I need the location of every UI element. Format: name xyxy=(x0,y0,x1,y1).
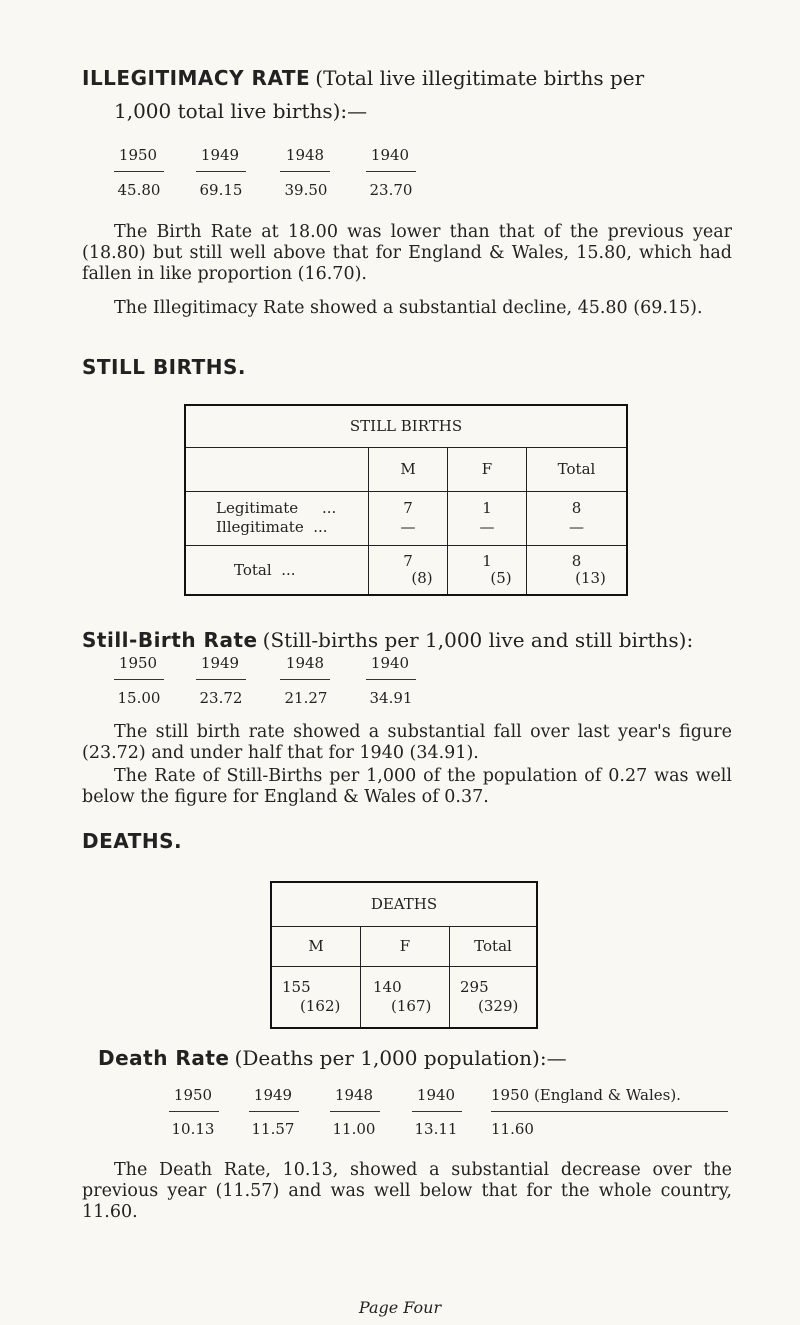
still-birth-rate-heading: Still-Birth Rate xyxy=(82,628,258,652)
divider xyxy=(114,171,164,172)
deaths-f-cell xyxy=(361,966,450,1028)
col-header-total: Total xyxy=(450,926,538,966)
paragraph-text: The still birth rate showed a substantial fall over last year's figure (23.72) and under half that for 1940 (34.91). xyxy=(82,722,732,763)
dr-value: 10.13 xyxy=(171,1120,215,1138)
total-m-cell xyxy=(369,545,448,595)
row-label-illegitimate: Illegitimate ... xyxy=(216,518,328,536)
dots: ... xyxy=(281,560,296,579)
illeg-year: 1949 xyxy=(200,146,240,164)
still-birth-rate-heading-line xyxy=(82,628,772,652)
paragraph-text: The Illegitimacy Rate showed a substantial decline, 45.80 (69.15). xyxy=(114,298,703,318)
dr-year: 1950 (England & Wales). xyxy=(491,1086,681,1104)
sb-value: 21.27 xyxy=(284,689,328,707)
total-total-prev: (13) xyxy=(575,568,606,587)
row-label-legitimate: Legitimate ... xyxy=(216,499,337,517)
illeg-value: 23.70 xyxy=(369,181,413,199)
divider xyxy=(366,679,416,680)
total-m: 7 xyxy=(403,551,413,570)
divider xyxy=(280,171,330,172)
deaths-total-prev: (329) xyxy=(478,996,519,1015)
illeg-value: 45.80 xyxy=(117,181,161,199)
dr-value: 11.00 xyxy=(332,1120,376,1138)
total-f: 1 xyxy=(482,551,492,570)
paragraph-text: The Rate of Still-Births per 1,000 of the population of 0.27 was well below the figure for England & Wales of 0.37. xyxy=(82,766,732,807)
total-m-prev: (8) xyxy=(411,568,433,587)
empty-header-cell xyxy=(185,447,369,491)
divider xyxy=(249,1111,299,1112)
deaths-total-cell xyxy=(450,966,538,1028)
col-header-total: Total xyxy=(527,447,628,491)
legit-m: 7 xyxy=(403,499,413,517)
deaths-total: 295 xyxy=(460,977,489,996)
deaths-m: 155 xyxy=(282,977,311,996)
illeg-value: 69.15 xyxy=(199,181,243,199)
cell-f xyxy=(448,491,527,545)
illegit-f: — xyxy=(479,518,495,536)
col-header-m: M xyxy=(369,447,448,491)
illegitimacy-heading-rest: (Total live illegitimate births per xyxy=(315,66,645,90)
divider xyxy=(280,679,330,680)
total-f-cell xyxy=(448,545,527,595)
sb-year: 1949 xyxy=(200,654,240,672)
dr-year: 1950 xyxy=(173,1086,213,1104)
divider xyxy=(169,1111,219,1112)
dr-value: 11.60 xyxy=(491,1120,534,1138)
still-birth-rate-heading-rest: (Still-births per 1,000 live and still births): xyxy=(262,628,694,652)
illegit-total: — xyxy=(569,518,584,536)
illeg-year: 1948 xyxy=(285,146,325,164)
paragraph-text: The Birth Rate at 18.00 was lower than that of the previous year (18.80) but still well above that for England & Wales, 15.80, which had fallen in like proportion (16.70). xyxy=(82,222,732,284)
col-header-f: F xyxy=(361,926,450,966)
illegit-m: — xyxy=(400,518,416,536)
sb-value: 34.91 xyxy=(369,689,413,707)
total-total-cell xyxy=(527,545,628,595)
sb-value: 23.72 xyxy=(199,689,243,707)
illegitimacy-heading-line2: 1,000 total live births):— xyxy=(114,99,368,123)
dr-year: 1949 xyxy=(253,1086,293,1104)
legit-total: 8 xyxy=(571,499,582,517)
still-births-table xyxy=(184,404,628,596)
illegitimacy-heading: ILLEGITIMACY RATE xyxy=(82,66,311,90)
illeg-value: 39.50 xyxy=(284,181,328,199)
illeg-year: 1940 xyxy=(370,146,410,164)
paragraph xyxy=(82,766,732,808)
still-births-table-title: STILL BIRTHS xyxy=(185,405,627,447)
deaths-f: 140 xyxy=(373,977,402,996)
dr-year: 1940 xyxy=(416,1086,456,1104)
paragraph xyxy=(82,298,732,319)
paragraph xyxy=(82,1160,732,1223)
deaths-m-prev: (162) xyxy=(300,996,341,1015)
sb-year: 1948 xyxy=(285,654,325,672)
total-label: Total xyxy=(234,560,272,579)
deaths-m-cell xyxy=(271,966,361,1028)
sb-year: 1950 xyxy=(118,654,158,672)
still-births-heading: STILL BIRTHS. xyxy=(82,355,247,379)
col-header-f: F xyxy=(448,447,527,491)
divider xyxy=(330,1111,380,1112)
death-rate-heading-rest: (Deaths per 1,000 population):— xyxy=(234,1046,567,1070)
divider xyxy=(366,171,416,172)
total-f-prev: (5) xyxy=(490,568,512,587)
death-rate-heading: Death Rate xyxy=(98,1046,230,1070)
death-rate-heading-line xyxy=(98,1046,778,1070)
legit-f: 1 xyxy=(482,499,492,517)
dr-value: 13.11 xyxy=(414,1120,458,1138)
divider xyxy=(114,679,164,680)
page-footer: Page Four xyxy=(358,1298,442,1317)
sb-value: 15.00 xyxy=(117,689,161,707)
illegitimacy-heading-line xyxy=(82,66,762,90)
cell-m xyxy=(369,491,448,545)
cell-total xyxy=(527,491,628,545)
deaths-table-title: DEATHS xyxy=(271,882,537,926)
deaths-table xyxy=(270,881,538,1029)
deaths-f-prev: (167) xyxy=(391,996,432,1015)
total-label-cell xyxy=(185,545,369,595)
illeg-year: 1950 xyxy=(118,146,158,164)
paragraph xyxy=(82,222,732,285)
total-total: 8 xyxy=(571,551,582,570)
paragraph xyxy=(82,722,732,764)
divider xyxy=(412,1111,462,1112)
divider xyxy=(196,171,246,172)
row-labels-cell xyxy=(185,491,369,545)
sb-year: 1940 xyxy=(370,654,410,672)
divider xyxy=(196,679,246,680)
col-header-m: M xyxy=(271,926,361,966)
dr-value: 11.57 xyxy=(251,1120,295,1138)
paragraph-text: The Death Rate, 10.13, showed a substantial decrease over the previous year (11.57) and was well below that for the whole country, 11.60. xyxy=(82,1160,732,1222)
dr-year: 1948 xyxy=(334,1086,374,1104)
divider xyxy=(491,1111,728,1112)
deaths-heading: DEATHS. xyxy=(82,829,183,853)
